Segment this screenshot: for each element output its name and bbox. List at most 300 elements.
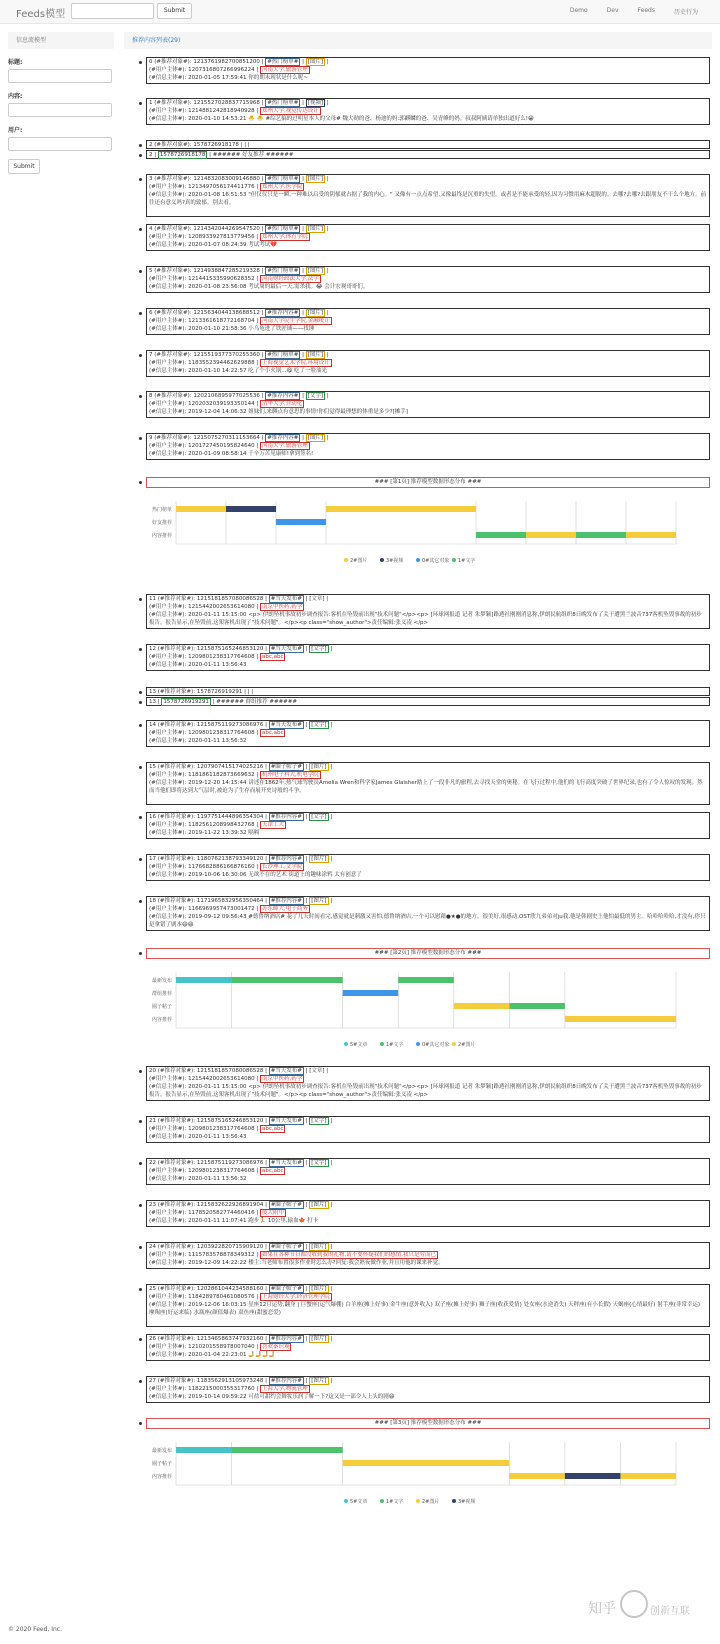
tag-badge: 河南大学,旅游管理 [261, 67, 308, 73]
feed-item-line [149, 905, 707, 913]
list-bullet [139, 724, 142, 727]
nav-submit-button[interactable]: Submit [157, 3, 192, 19]
line-text: (#用户主体#): 1184289780461080576 | [149, 1294, 260, 1300]
line-text: | [328, 898, 333, 904]
line-text: | [325, 393, 329, 399]
line-text: | [300, 310, 306, 316]
feed-item-line [149, 58, 707, 66]
watermark-text-brand: 创新互联 [650, 1606, 690, 1617]
feed-item[interactable] [146, 1284, 710, 1327]
feed-item-line [149, 309, 707, 317]
tag-badge: #推荐内容# [270, 1336, 302, 1342]
line-text: | [328, 722, 333, 728]
line-text: (#用户主体#): 1182561208998432768 | [149, 822, 260, 828]
line-text: 14 (#推荐对象#): 1215875119273086976 | [149, 722, 269, 728]
bar-segment [454, 1003, 510, 1009]
tag-badge: #当天发布# [270, 722, 302, 728]
line-text: 23 (#推荐对象#): 1215832622926891904 | [149, 1202, 269, 1208]
feed-item[interactable] [146, 854, 710, 881]
tag-badge: [图片] [311, 1286, 327, 1292]
list-bullet [139, 598, 142, 601]
legend-marker [416, 1042, 420, 1046]
line-text: (#用户主体#): 1183552394462629888 | [149, 360, 260, 366]
list-bullet [139, 900, 142, 903]
line-text: | [325, 310, 329, 316]
user-label: 用户: [8, 127, 23, 134]
line-text: 6 (#推荐对象#): 1215634044138688512 | [149, 310, 266, 316]
feed-item-line [149, 721, 707, 729]
feed-item-line [149, 233, 707, 241]
line-text: (#信息主体#): 2019-12-20 14:15:44 讲述在1862年,热气球驾驶员Amelia Wren和科学家James Glaisher踏上了一段非凡的旅程,去寻找天堂的奥秘。在飞行过程中,他们的飞行高度突破了世界纪录,也有了令人惊叹的发现。然而当他们即将达到大气层时,被迫为了生存而展开史诗般的斗争。 [149, 780, 703, 794]
line-text: (#用户主体#): 1166969957473001472 | [149, 906, 260, 912]
feed-item-line [149, 603, 707, 611]
user-input[interactable] [8, 137, 112, 151]
feed-item[interactable] [146, 1066, 710, 1101]
line-text: 20 (#推荐对象#): 1215181857080086528 | [149, 1068, 269, 1074]
line-text: | ###### 群组推荐 ###### [210, 699, 298, 705]
feed-item[interactable] [146, 594, 710, 629]
line-text: | [303, 764, 310, 770]
feed-item-line [149, 779, 707, 795]
feed-item-line [149, 1393, 707, 1401]
line-text: | [303, 898, 310, 904]
y-tick-label: 好友推荐 [151, 520, 172, 526]
line-text: (#用户主体#): 1201727450195824640 | [149, 443, 260, 449]
feed-item[interactable] [146, 98, 710, 125]
line-text: | [328, 814, 333, 820]
feed-item[interactable] [146, 224, 710, 251]
line-text: (#用户主体#): 1115783578878349312 | [149, 1252, 260, 1258]
feed-item[interactable] [146, 1200, 710, 1227]
feed-item-line [149, 1083, 707, 1099]
legend-label: 3#视频 [386, 558, 404, 564]
tag-badge: [图片] [307, 226, 324, 232]
list-bullet [139, 691, 142, 694]
legend-marker [380, 558, 384, 562]
tag-badge: #热门榜单# [267, 100, 299, 106]
tag-badge: [文字] [311, 814, 327, 820]
line-text: | [328, 1336, 333, 1342]
feed-item-line [149, 1117, 707, 1125]
content-input[interactable] [8, 103, 112, 117]
line-text: 7 (#推荐对象#): 1215519377370255360 | [149, 352, 266, 358]
feed-item[interactable] [146, 150, 710, 159]
tag-badge: #当天发布# [270, 1160, 302, 1166]
tag-badge: 郑州大学,视觉传达设计 [261, 108, 319, 114]
line-text: 0 (#推荐对象#): 1213761982700851200 | [149, 59, 266, 65]
nav-link-demo[interactable]: Demo [569, 7, 588, 14]
tag-badge: [图片] [311, 764, 327, 770]
feed-item-line [149, 1351, 707, 1359]
line-text: (#用户主体#): 1178520582774460416 | [149, 1210, 260, 1216]
bar-segment [565, 1016, 676, 1022]
feed-item-line [149, 1201, 707, 1209]
feed-item-line [149, 1335, 707, 1343]
title-input[interactable] [8, 69, 112, 83]
line-text: | [328, 1118, 333, 1124]
bar-segment [626, 532, 676, 538]
tag-badge: [文字] [307, 393, 324, 399]
tag-badge: #圈子帖子# [270, 1286, 302, 1292]
tag-badge: 杭州电子科大,机电学院 [261, 772, 319, 778]
feed-item[interactable] [146, 720, 710, 747]
feed-item-line [149, 191, 707, 207]
tag-badge: [图片] [307, 176, 324, 182]
list-bullet [139, 816, 142, 819]
feed-item-line [149, 1343, 707, 1351]
feed-item-line [149, 871, 707, 879]
legend-label: 1#文字 [386, 1042, 404, 1048]
line-text: | [300, 393, 306, 399]
line-text: | [328, 1244, 333, 1250]
feed-item[interactable] [146, 433, 710, 460]
feed-item[interactable] [146, 1376, 710, 1403]
tag-badge: 厦大附中 [261, 1210, 284, 1216]
feed-item[interactable] [146, 812, 710, 839]
line-text: | [328, 856, 333, 862]
line-text: (#用户主体#): 1210201558978007040 | [149, 1344, 260, 1350]
feed-item-line [149, 1175, 707, 1183]
list-bullet [139, 437, 142, 440]
list-bullet [139, 228, 142, 231]
feed-item-line [149, 400, 707, 408]
line-text: | [303, 1286, 310, 1292]
list-bullet [139, 858, 142, 861]
line-text: (#信息主体#): 2020-01-10 14:53:21 🐣 🐣 #综艺搞的过明星本人的父母# 魏大勋的爸、杨迪的妈:郭麒麟的爸、吴青峰的妈。叔叔阿姨请单独出道好么!😁 [149, 116, 534, 122]
tag-badge: [图片] [307, 435, 324, 441]
feed-item-line [149, 1293, 707, 1301]
feed-item-line [149, 1251, 707, 1259]
feed-item[interactable] [146, 896, 710, 931]
brand-logo[interactable]: Feeds模型 [16, 9, 66, 20]
list-bullet [139, 1338, 142, 1341]
list-bullet [139, 61, 142, 64]
feed-item-line [149, 107, 707, 115]
feed-item-line [149, 351, 707, 359]
legend-marker [380, 1042, 384, 1046]
tag-badge: 南京中医药,药学 [261, 604, 303, 610]
list-bullet [139, 701, 142, 704]
line-text: | [303, 646, 310, 652]
feed-item[interactable] [146, 308, 710, 335]
line-text: 25 (#推荐对象#): 1202861044234588160 | [149, 1286, 269, 1292]
tag-badge: abc,abc [261, 730, 284, 736]
feed-item-line [149, 813, 707, 821]
bar-segment [526, 532, 576, 538]
tag-badge: 1578726918178 [159, 152, 206, 158]
feed-item-line [149, 1385, 707, 1393]
legend-marker [344, 1499, 348, 1503]
legend-label: 2#图片 [350, 558, 368, 564]
feed-item-line [149, 1125, 707, 1133]
tag-badge: 郑州大学,体育学院 [261, 234, 308, 240]
line-text: (#用户主体#): 1213497056174411776 | [149, 184, 260, 190]
tag-badge: 苏东師大,电子商务 [261, 906, 308, 912]
feed-item[interactable] [146, 1334, 710, 1361]
tag-badge: 河南大学,旅游管理 [261, 443, 308, 449]
feed-item-line [149, 763, 707, 771]
nav-link-feeds[interactable]: Feeds [637, 7, 655, 14]
line-text: 11 (#推荐对象#): 1215181857080086528 | [149, 596, 269, 602]
line-text: (#信息主体#): 2020-01-10 21:58:36 小乌龟进了铁匠铺——找锤 [149, 326, 315, 332]
main-panel [124, 32, 712, 49]
legend-label: 0#其它对象 [422, 1042, 450, 1048]
bar-segment [232, 977, 343, 983]
tag-badge: #热门榜单# [267, 176, 299, 182]
search-input[interactable] [71, 3, 154, 19]
line-text: (#用户主体#): 1215442002653614080 | [149, 604, 260, 610]
feed-item-line [149, 1217, 707, 1225]
feed-item-line [149, 1301, 707, 1317]
feed-item-line [149, 771, 707, 779]
line-text: | [325, 226, 329, 232]
feed-item-line [149, 359, 707, 367]
feed-item-line [149, 1067, 707, 1075]
nav-links [570, 7, 698, 16]
feed-item-line [149, 225, 707, 233]
y-tick-label: 内容推荐 [151, 533, 172, 539]
feed-item[interactable] [146, 174, 710, 217]
line-text: (#信息主体#): 2019-11-22 13:39:32 嗝嗝 [149, 830, 260, 836]
feed-item[interactable] [146, 697, 710, 706]
bar-segment [276, 519, 326, 525]
line-text: | [300, 226, 306, 232]
tag-badge: #推荐内容# [270, 856, 302, 862]
legend-label: 5#文章 [350, 1042, 368, 1048]
legend-marker [452, 1499, 456, 1503]
line-text: 15 (#推荐对象#): 1207907415174025216 | [149, 764, 269, 770]
feed-item[interactable] [146, 1242, 710, 1269]
list-bullet [139, 144, 142, 147]
legend-label: 1#文字 [458, 558, 476, 564]
line-text: (#用户主体#): 1209801238317764608 | [149, 654, 260, 660]
feed-item-line [149, 325, 707, 333]
line-text: | [328, 1286, 333, 1292]
tag-badge: abc,abc [261, 654, 284, 660]
tag-badge: 长沙理工,文学院 [261, 864, 303, 870]
line-text: (#信息主体#): 2020-01-11 13:56:43 [149, 662, 247, 668]
bar-segment [232, 1447, 343, 1453]
tag-badge: 郑州大学,医学院 [261, 184, 303, 190]
line-text: (#用户主体#): 1207316807266996224 | [149, 67, 260, 73]
legend-marker [380, 1499, 384, 1503]
feed-item-line [149, 1285, 707, 1293]
list-bullet [139, 178, 142, 181]
line-text: 5 (#推荐对象#): 1214938847285219328 | [149, 268, 266, 274]
tag-badge: [文字] [311, 722, 327, 728]
feed-item[interactable] [146, 350, 710, 377]
line-text: (#信息主体#): 2020-01-08 16:51:53 "但仅仅只是一瞬,一种难以启受的阴郁就占据了我的内心。" 又像有一点点希望,又像最终是沉重的失望。或者是不能承受的轻,因为习惯用麻木超脱的。去哪?去哪?去跟朋友不干么个地方。前往还有意义吗?真的致郁。别去看。 [149, 192, 707, 206]
tag-badge: #当天发布# [270, 1068, 302, 1074]
tag-badge: [图片] [311, 1202, 327, 1208]
title-label: 标题: [8, 59, 23, 66]
feed-item[interactable] [146, 687, 710, 696]
tag-badge: 天津工大 [261, 822, 284, 828]
watermark-text-zhihu: 知乎 [588, 1601, 616, 1617]
feed-item-line [149, 283, 707, 291]
tag-badge: #热门榜单# [267, 268, 299, 274]
page-1-banner: ### [第1页] 推荐模型数据形态分布 ### [146, 477, 710, 488]
line-text: | [328, 1378, 333, 1384]
line-text: 24 (#推荐对象#): 1203922820715909120 | [149, 1244, 269, 1250]
feed-item-line [149, 392, 707, 400]
tag-badge: #热门榜单# [267, 226, 299, 232]
list-bullet [139, 1422, 142, 1425]
line-text: | [300, 435, 306, 441]
bar-segment [176, 1447, 232, 1453]
tag-badge: #推荐内容# [270, 814, 302, 820]
page-3-banner: ### [第3页] 推荐模型数据形态分布 ### [146, 1418, 710, 1429]
tag-badge: 河南大学民生学院,金融统计 [261, 318, 330, 324]
line-text: 13 (#推荐对象#): 1578726919291 | | | [149, 689, 254, 695]
line-text: | [300, 100, 306, 106]
line-text: (#用户主体#): 1213361618772168704 | [149, 318, 260, 324]
line-text: (#信息主体#): 2019-12-06 16:03:15 星座12月运势,翻身 | 巨蟹座(运气爆棚) 白羊座(摊上好事) 金牛座(意外收入) 双子座(摊上好事) 狮子座(收获爱情) 处女座(水逆消失) 天秤座(有小长假) 天蝎座(心情最好) 射手座(非常幸运) 摩羯座(好运来临) 水瓶座(颜值爆表) 双鱼座(甜蜜恋爱) [149, 1302, 700, 1316]
feed-item-line [149, 863, 707, 871]
feed-item-line [149, 408, 707, 416]
feed-item-line [149, 442, 707, 450]
y-tick-label: 最新发布 [151, 1448, 172, 1454]
tag-badge: #推荐内容# [270, 898, 302, 904]
nav-link-history[interactable]: 历史行为 [673, 9, 698, 16]
bar-segment [343, 990, 399, 996]
line-text: (#用户主体#): 1209801238317764608 | [149, 730, 260, 736]
legend-marker [416, 558, 420, 562]
tag-badge: #当天发布# [270, 1118, 302, 1124]
tag-badge: 上海视觉艺术学院,环境设计 [261, 360, 330, 366]
watermark-logo-icon [620, 1590, 648, 1618]
feed-item-line [149, 151, 707, 159]
list-bullet [139, 102, 142, 105]
line-text: 2 | [149, 152, 158, 158]
line-text: (#用户主体#): 1209801238317764608 | [149, 1126, 260, 1132]
tag-badge: [图片] [307, 59, 324, 65]
line-text: (#用户主体#): 1214881242818940928 | [149, 108, 260, 114]
feed-item-line [149, 653, 707, 661]
line-text: | [303, 1336, 310, 1342]
tag-badge: 喜欢秦识观 [261, 1344, 290, 1350]
feed-item-line [149, 661, 707, 669]
y-tick-label: 最新发布 [151, 978, 172, 984]
feed-item-line [149, 1377, 707, 1385]
bar-segment [565, 1473, 621, 1479]
tag-badge: [图片] [307, 268, 324, 274]
list-bullet [139, 1380, 142, 1383]
feed-item-line [149, 855, 707, 863]
legend-marker [452, 1042, 456, 1046]
bar-segment [509, 1003, 565, 1009]
tag-badge: #热门榜单# [267, 352, 299, 358]
line-text: (#信息主体#): 2020-01-11 11:07:41 跑步🏃 10公里,输血🍁 打卡 [149, 1218, 319, 1224]
y-tick-label: 内容推荐 [151, 1474, 172, 1480]
tag-badge: #推荐内容# [270, 1378, 302, 1384]
line-text: 12 (#推荐对象#): 1215875165246853120 | [149, 646, 269, 652]
feed-item-line [149, 1243, 707, 1251]
chart-page-2 [146, 966, 710, 1048]
line-text: | [303, 1378, 310, 1384]
line-text: (#用户主体#): 1214415335990628352 | [149, 276, 260, 282]
feed-item-line [149, 115, 707, 123]
legend-label: 3#视频 [458, 1499, 476, 1505]
legend-label: 1#文字 [386, 1499, 404, 1505]
legend-marker [416, 1499, 420, 1503]
line-text: | [303, 722, 310, 728]
list-bullet [139, 312, 142, 315]
line-text: (#用户主体#): 1215442002653614080 | [149, 1076, 260, 1082]
list-bullet [139, 1246, 142, 1249]
feed-item[interactable] [146, 57, 710, 84]
feed-item-line [149, 1075, 707, 1083]
feed-item[interactable] [146, 1116, 710, 1143]
feed-item[interactable] [146, 1158, 710, 1185]
y-tick-label: 圈子帖子 [151, 1004, 172, 1010]
line-text: (#信息主体#): 2019-09-12 09:56:43 #德鲁纳酒店# 花了几天时间看完,感觉就是刺激又害怕,德鲁纳酒店,一个可以慰藉●★●的地方。很美好,很感动,OST欣九弟弟对ju我,他是韩剧史上他怕最低的男主。哈哈哈哈哈,才没有,你只是拿错了剧本😄😄 [149, 914, 706, 928]
line-text: (#信息主体#): 2020-01-11 13:56:32 [149, 738, 247, 744]
y-tick-label: 内容推荐 [151, 1017, 172, 1023]
line-text: | [300, 352, 306, 358]
feed-item-line [149, 434, 707, 442]
line-text: (#信息主体#): 2020-01-08 23:56:08 考试周的最后一天,需杀我。😂 会计宏观哥哥们。 [149, 284, 369, 290]
feed-item-line [149, 611, 707, 627]
list-bullet [139, 766, 142, 769]
legend-marker [344, 558, 348, 562]
tag-badge: #圈子帖子# [270, 764, 302, 770]
feed-item-line [149, 1133, 707, 1141]
line-text: (#信息主体#): 2020-01-09 08:58:14 千辛万苦见康师!拿到签名! [149, 451, 314, 457]
feed-item-line [149, 698, 707, 706]
page-2-banner: ### [第2页] 推荐模型数据形态分布 ### [146, 948, 710, 959]
feed-item[interactable] [146, 266, 710, 293]
line-text: 22 (#推荐对象#): 1215875119273086976 | [149, 1160, 269, 1166]
line-text: (#用户主体#): 1202032039193350144 | [149, 401, 260, 407]
tag-badge: #推荐内容# [267, 310, 299, 316]
tag-badge: [图片] [311, 1244, 327, 1250]
line-text: | [328, 1202, 333, 1208]
line-text: 8 (#推荐对象#): 1202106895977025536 | [149, 393, 266, 399]
legend-label: 2#图片 [422, 1499, 440, 1505]
line-text: (#用户主体#): 1209801238317764608 | [149, 1168, 260, 1174]
feed-item-line [149, 275, 707, 283]
feed-item-line [149, 74, 707, 82]
list-bullet [139, 1204, 142, 1207]
line-text: (#信息主体#): 2019-10-06 16:30:06 无欲不在的艺术 街道上的趣味涂鸦 太有创意了 [149, 872, 362, 878]
feed-item[interactable] [146, 762, 710, 805]
y-tick-label: 圈子帖子 [151, 1461, 172, 1467]
line-text: | [325, 352, 329, 358]
list-bullet [139, 1288, 142, 1291]
feed-item[interactable] [146, 644, 710, 671]
nav-link-dev[interactable]: Dev [606, 7, 619, 14]
list-bullet [139, 1162, 142, 1165]
line-text: 4 (#推荐对象#): 1214342044269547520 | [149, 226, 266, 232]
tag-badge: 1578726919291 [163, 699, 209, 705]
feed-item[interactable] [146, 140, 710, 149]
feed-item[interactable] [146, 391, 710, 418]
line-text: 9 (#推荐对象#): 1215075270311153664 | [149, 435, 266, 441]
tag-badge: [图片] [311, 1378, 327, 1384]
line-text: | [325, 100, 329, 106]
line-text: | [303, 1118, 310, 1124]
feed-item-line [149, 913, 707, 929]
feed-item-line [149, 99, 707, 107]
line-text: 3 (#推荐对象#): 1214832083009146880 | [149, 176, 266, 182]
line-text: | [325, 268, 329, 274]
tag-badge: [图片] [311, 856, 327, 862]
sidebar-submit-button[interactable]: Submit [8, 159, 40, 174]
bar-segment [398, 977, 454, 983]
tag-badge: 如果在各种节日都没收到我的礼物,请不要怀疑我们的感情,我只是穷而已 [261, 1252, 436, 1258]
list-bullet [139, 1120, 142, 1123]
